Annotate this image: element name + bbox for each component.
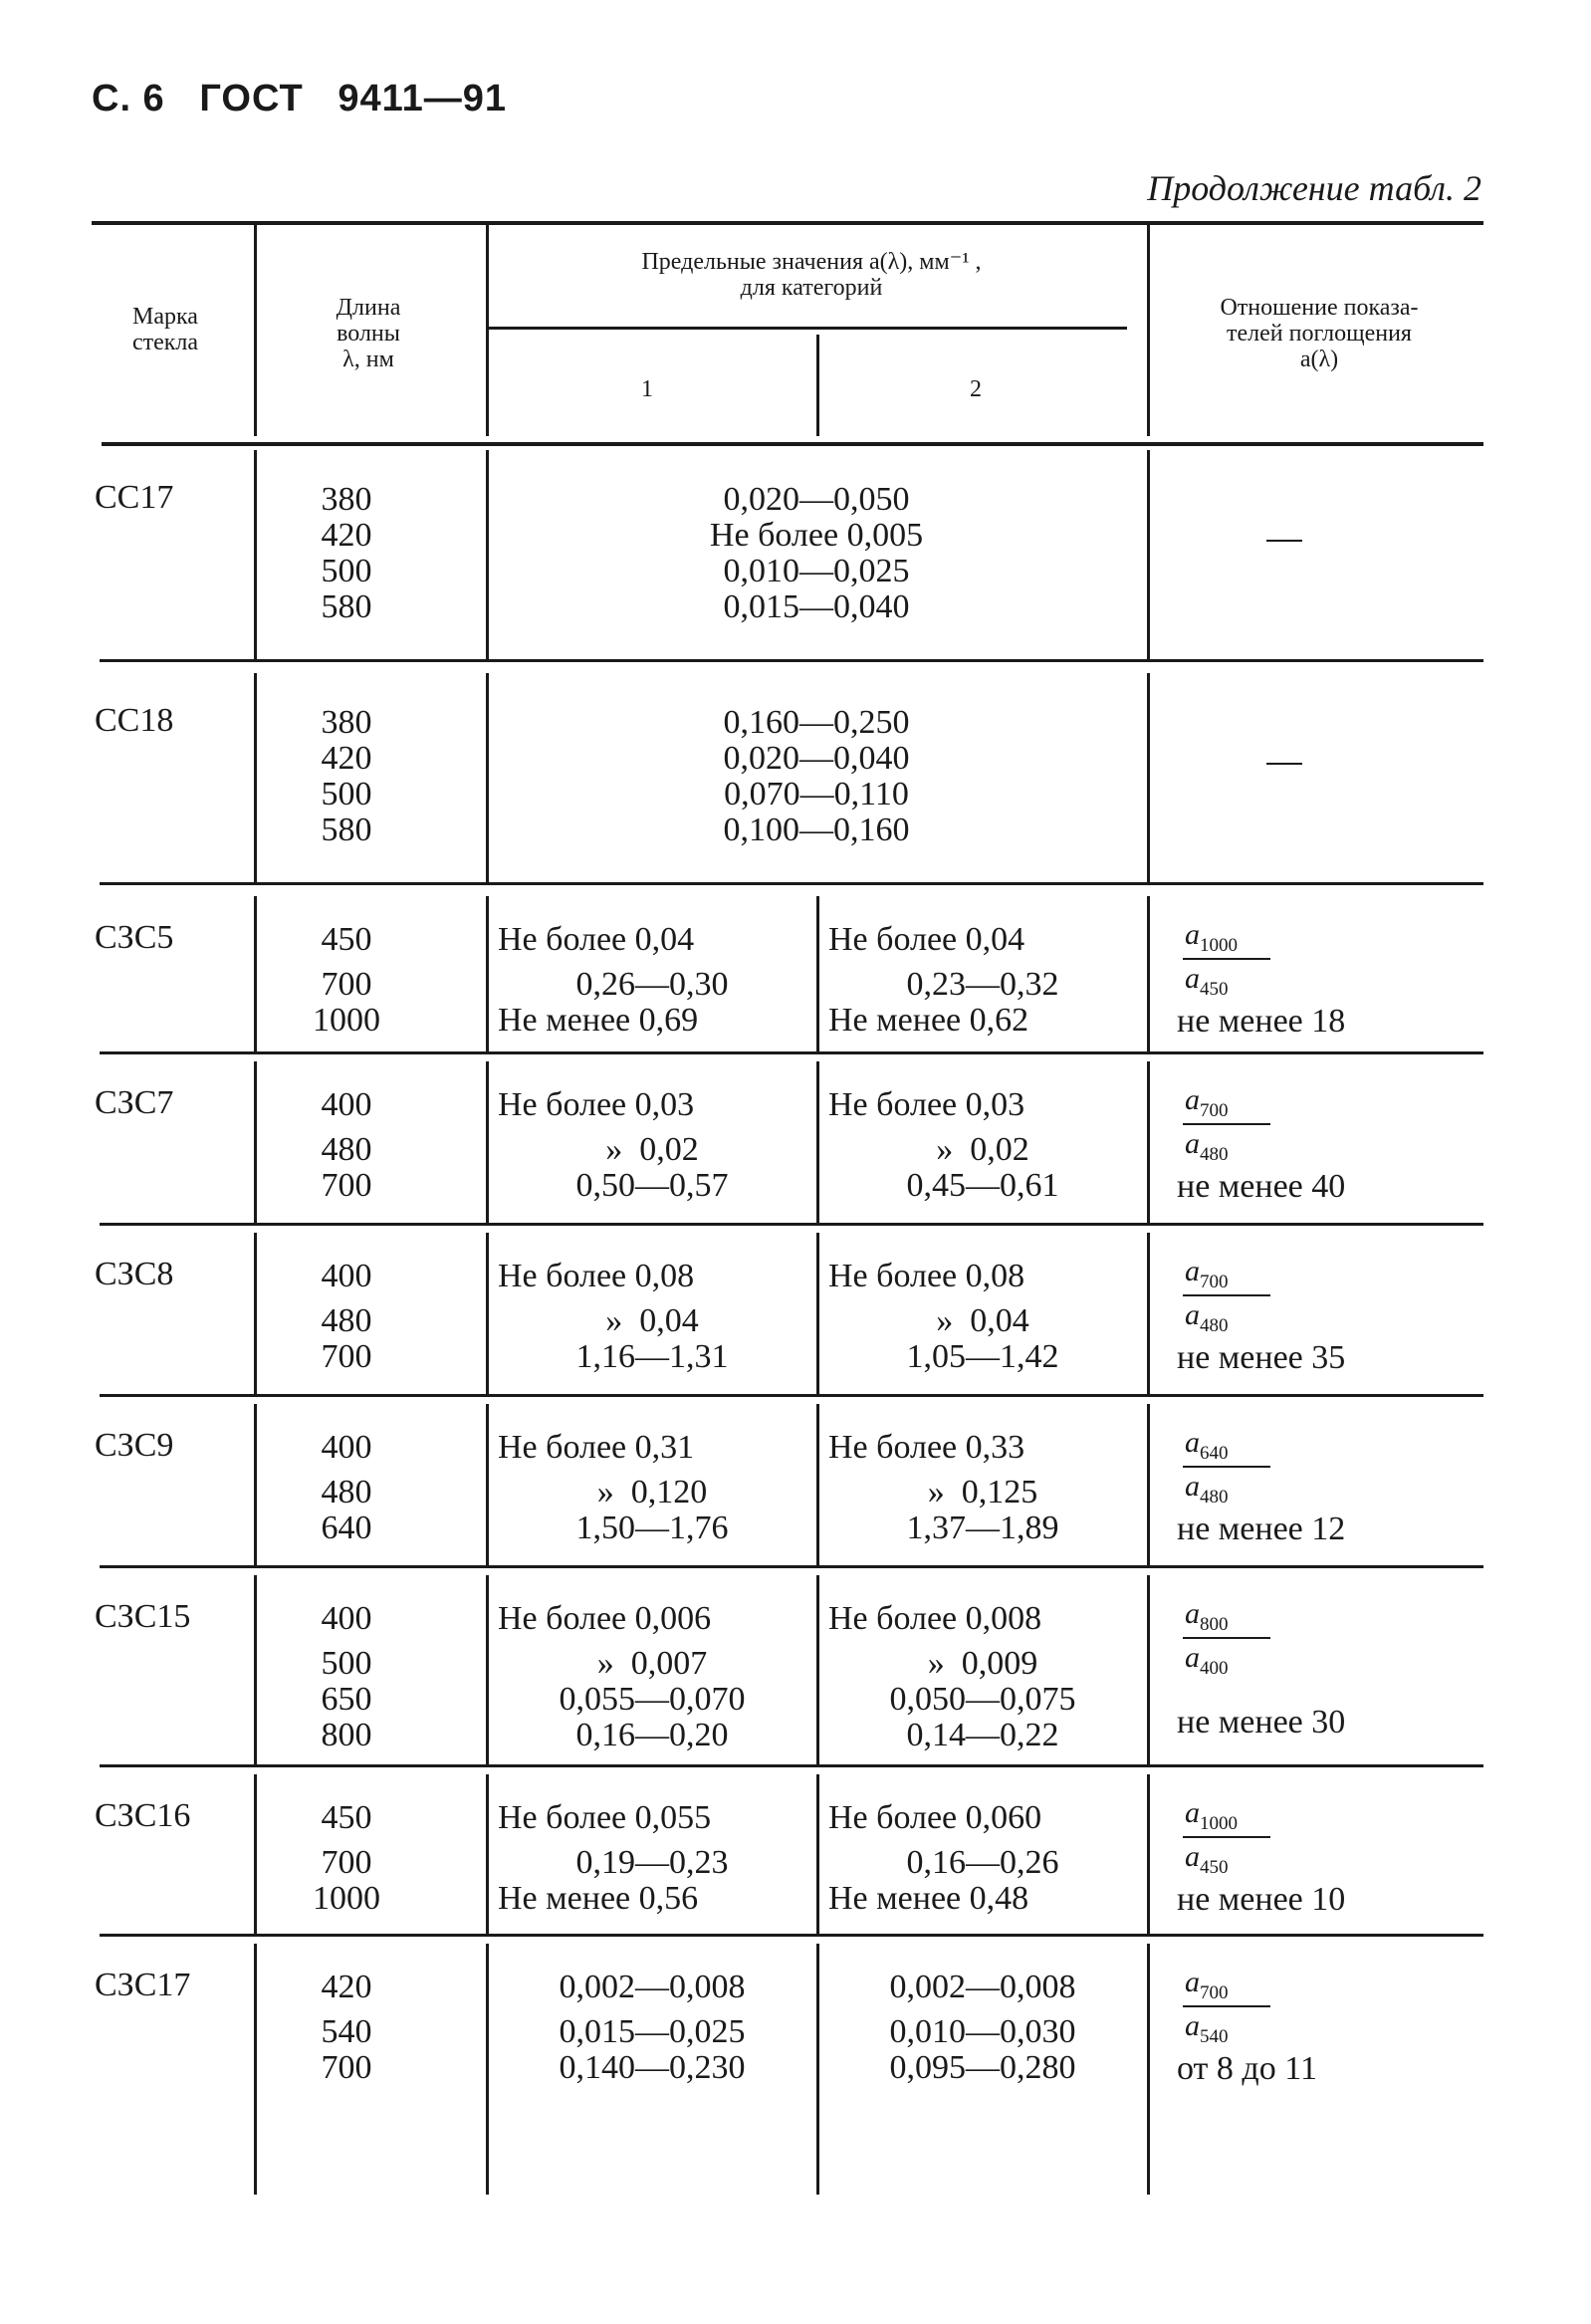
row-divider: [254, 1233, 257, 1394]
header-divider-2: [486, 223, 489, 436]
ratio-numerator: $a_{1000}$: [1185, 918, 1238, 956]
value-cell-category-1: Не более 0,055: [498, 1799, 712, 1836]
value-cell-category-2: » 0,02: [936, 1131, 1029, 1168]
ratio-denominator: $a_{450}$: [1185, 962, 1229, 1000]
ratio-numerator-wavelength: 700: [1200, 1982, 1229, 2003]
value-cell-category-2: Не более 0,04: [828, 921, 1025, 958]
value-cell-category-1: Не менее 0,56: [498, 1880, 699, 1917]
page-header: С. 6 ГОСТ 9411—91: [92, 78, 508, 119]
header-category-1: 1: [641, 376, 653, 402]
ratio-denominator: $a_{540}$: [1185, 2009, 1229, 2047]
value-cell-category-2: 0,16—0,26: [906, 1844, 1059, 1881]
row-divider: [254, 1404, 257, 1565]
brand-cell: СЗС17: [95, 1967, 191, 2003]
value-cell-category-1: 0,002—0,008: [559, 1969, 746, 2005]
header-bottom-rule: [102, 442, 1483, 446]
value-cell-category-1: Не более 0,03: [498, 1086, 695, 1123]
row-rule: [100, 882, 1483, 885]
row-divider: [486, 1061, 489, 1223]
brand-cell: СЗС8: [95, 1256, 174, 1292]
row-divider: [1147, 673, 1150, 882]
wavelength-cell: 700: [321, 1338, 372, 1375]
wavelength-cell: 400: [321, 1600, 372, 1637]
ratio-fraction-bar: [1183, 958, 1270, 960]
value-cell-category-2: Не более 0,33: [828, 1429, 1025, 1466]
wavelength-cell: 700: [321, 1844, 372, 1881]
value-cell-category-2: 0,095—0,280: [889, 2049, 1076, 2086]
row-divider: [816, 1774, 819, 1934]
ratio-text: не менее 35: [1177, 1339, 1346, 1376]
ratio-denominator: $a_{480}$: [1185, 1127, 1229, 1165]
ratio-text: не менее 30: [1177, 1704, 1346, 1741]
brand-cell: СЗС7: [95, 1084, 174, 1121]
wavelength-cell: 800: [321, 1717, 372, 1753]
row-divider: [1147, 1061, 1150, 1223]
value-cell-category-1: 0,055—0,070: [559, 1681, 746, 1718]
brand-cell: СС17: [95, 479, 174, 516]
row-divider: [486, 1944, 489, 2195]
row-divider: [816, 1233, 819, 1394]
header-brand: Марка стекла: [131, 304, 199, 355]
ratio-text: не менее 18: [1177, 1003, 1346, 1040]
row-divider: [1147, 896, 1150, 1051]
ratio-numerator-wavelength: 700: [1200, 1100, 1229, 1121]
ratio-denominator-wavelength: 540: [1200, 2026, 1229, 2047]
ratio-numerator-wavelength: 800: [1200, 1614, 1229, 1635]
value-cell-category-2: Не более 0,008: [828, 1600, 1042, 1637]
value-cell-category-1: 1,16—1,31: [575, 1338, 729, 1375]
value-cell-category-2: Не менее 0,62: [828, 1002, 1029, 1039]
row-divider: [486, 450, 489, 659]
wavelength-cell: 540: [321, 2013, 372, 2050]
row-divider: [1147, 1774, 1150, 1934]
dash-mark: [1266, 763, 1302, 765]
brand-cell: СЗС5: [95, 919, 174, 956]
wavelength-cell: 380 420 500 580: [321, 481, 372, 625]
wavelength-cell: 700: [321, 1167, 372, 1204]
ratio-denominator-wavelength: 400: [1200, 1658, 1229, 1679]
value-cell-category-1: 0,26—0,30: [575, 966, 729, 1003]
wavelength-cell: 480: [321, 1474, 372, 1511]
value-cell-category-1: 0,015—0,025: [559, 2013, 746, 2050]
ratio-fraction-bar: [1183, 1294, 1270, 1296]
row-divider: [254, 1944, 257, 2195]
ratio-numerator: $a_{800}$: [1185, 1597, 1229, 1635]
row-rule: [100, 659, 1483, 662]
value-cell-category-2: 0,23—0,32: [906, 966, 1059, 1003]
table-continuation-caption: Продолжение табл. 2: [1147, 168, 1481, 208]
row-divider: [1147, 1575, 1150, 1764]
ratio-numerator-wavelength: 640: [1200, 1443, 1229, 1464]
header-divider-1: [254, 223, 257, 436]
value-cell-category-1: » 0,04: [605, 1302, 699, 1339]
value-cell-category-2: 0,14—0,22: [906, 1717, 1059, 1753]
value-cell-category-1: Не более 0,08: [498, 1258, 695, 1294]
header-ratio: Отношение показа- телей поглощения a(λ): [1220, 295, 1419, 372]
row-divider: [1147, 1404, 1150, 1565]
ratio-fraction-bar: [1183, 1836, 1270, 1838]
brand-cell: СС18: [95, 702, 174, 739]
ratio-numerator-wavelength: 1000: [1200, 1813, 1238, 1834]
row-rule: [100, 1394, 1483, 1397]
wavelength-cell: 400: [321, 1429, 372, 1466]
ratio-fraction-bar: [1183, 1466, 1270, 1468]
value-cell-category-2: 0,010—0,030: [889, 2013, 1076, 2050]
row-divider: [1147, 1233, 1150, 1394]
wavelength-cell: 400: [321, 1258, 372, 1294]
wavelength-cell: 380 420 500 580: [321, 704, 372, 848]
wavelength-cell: 640: [321, 1510, 372, 1546]
row-divider: [254, 450, 257, 659]
brand-cell: СЗС9: [95, 1427, 174, 1464]
row-divider: [486, 1575, 489, 1764]
header-divider-cat: [816, 335, 819, 436]
row-rule: [100, 1223, 1483, 1226]
wavelength-cell: 420: [321, 1969, 372, 2005]
ratio-numerator-wavelength: 1000: [1200, 935, 1238, 956]
wavelength-cell: 500: [321, 1645, 372, 1682]
row-divider: [486, 673, 489, 882]
ratio-numerator: $a_{700}$: [1185, 1255, 1229, 1292]
ratio-fraction-bar: [1183, 2005, 1270, 2007]
value-cell-category-2: Не более 0,03: [828, 1086, 1025, 1123]
value-cell-category-2: » 0,009: [927, 1645, 1038, 1682]
value-cell-category-2: 0,050—0,075: [889, 1681, 1076, 1718]
value-cell-category-1: Не более 0,04: [498, 921, 695, 958]
ratio-text: не менее 10: [1177, 1881, 1346, 1918]
ratio-numerator: $a_{700}$: [1185, 1966, 1229, 2003]
value-cell-category-2: Не более 0,060: [828, 1799, 1042, 1836]
ratio-numerator: $a_{640}$: [1185, 1426, 1229, 1464]
row-divider: [254, 1774, 257, 1934]
value-cell-category-2: 1,05—1,42: [906, 1338, 1059, 1375]
dash-mark: [1266, 540, 1302, 542]
wavelength-cell: 650: [321, 1681, 372, 1718]
ratio-fraction-bar: [1183, 1637, 1270, 1639]
row-divider: [816, 1944, 819, 2195]
row-divider: [1147, 1944, 1150, 2195]
value-cell-category-1: » 0,007: [596, 1645, 708, 1682]
wavelength-cell: 1000: [313, 1002, 380, 1039]
ratio-denominator: $a_{450}$: [1185, 1840, 1229, 1878]
ratio-denominator-wavelength: 450: [1200, 979, 1229, 1000]
row-divider: [816, 1404, 819, 1565]
ratio-text: не менее 40: [1177, 1168, 1346, 1205]
wavelength-cell: 450: [321, 1799, 372, 1836]
row-divider: [486, 1404, 489, 1565]
row-rule: [100, 1934, 1483, 1937]
row-divider: [816, 1575, 819, 1764]
value-cell-category-1: 0,50—0,57: [575, 1167, 729, 1204]
row-divider: [486, 1774, 489, 1934]
value-cell-category-1: » 0,120: [596, 1474, 708, 1511]
value-cell-category-2: Не менее 0,48: [828, 1880, 1029, 1917]
wavelength-cell: 450: [321, 921, 372, 958]
value-cell-category-2: 1,37—1,89: [906, 1510, 1059, 1546]
ratio-denominator-wavelength: 480: [1200, 1144, 1229, 1165]
header-category-2: 2: [970, 376, 982, 402]
ratio-denominator: $a_{400}$: [1185, 1641, 1229, 1679]
value-cell-category-1: 0,16—0,20: [575, 1717, 729, 1753]
ratio-denominator-wavelength: 480: [1200, 1315, 1229, 1336]
ratio-text: не менее 12: [1177, 1511, 1346, 1547]
value-cell-category-2: » 0,04: [936, 1302, 1029, 1339]
ratio-fraction-bar: [1183, 1123, 1270, 1125]
wavelength-cell: 1000: [313, 1880, 380, 1917]
value-cell-category-1: 0,140—0,230: [559, 2049, 746, 2086]
ratio-text: от 8 до 11: [1177, 2050, 1317, 2087]
row-divider: [816, 1061, 819, 1223]
brand-cell: СЗС16: [95, 1797, 191, 1834]
row-divider: [254, 1061, 257, 1223]
merged-values-cell: 0,160—0,250 0,020—0,040 0,070—0,110 0,100—0,160: [723, 704, 910, 848]
header-wavelength: Длина волны λ, нм: [336, 295, 401, 372]
row-divider: [486, 1233, 489, 1394]
ratio-numerator: $a_{700}$: [1185, 1083, 1229, 1121]
row-divider: [254, 673, 257, 882]
ratio-numerator-wavelength: 700: [1200, 1272, 1229, 1292]
ratio-denominator-wavelength: 480: [1200, 1487, 1229, 1508]
ratio-numerator: $a_{1000}$: [1185, 1796, 1238, 1834]
value-cell-category-2: 0,45—0,61: [906, 1167, 1059, 1204]
wavelength-cell: 700: [321, 2049, 372, 2086]
wavelength-cell: 480: [321, 1302, 372, 1339]
value-cell-category-1: » 0,02: [605, 1131, 699, 1168]
header-divider-3: [1147, 223, 1150, 436]
value-cell-category-1: 0,19—0,23: [575, 1844, 729, 1881]
value-cell-category-1: Не более 0,006: [498, 1600, 712, 1637]
value-cell-category-2: » 0,125: [927, 1474, 1038, 1511]
ratio-denominator: $a_{480}$: [1185, 1298, 1229, 1336]
wavelength-cell: 700: [321, 966, 372, 1003]
brand-cell: СЗС15: [95, 1598, 191, 1635]
row-rule: [100, 1051, 1483, 1054]
ratio-denominator: $a_{480}$: [1185, 1470, 1229, 1508]
value-cell-category-2: 0,002—0,008: [889, 1969, 1076, 2005]
row-divider: [486, 896, 489, 1051]
value-cell-category-1: 1,50—1,76: [575, 1510, 729, 1546]
row-divider: [816, 896, 819, 1051]
ratio-denominator-wavelength: 450: [1200, 1857, 1229, 1878]
merged-values-cell: 0,020—0,050 Не более 0,005 0,010—0,025 0,015—0,040: [709, 481, 924, 625]
row-divider: [1147, 450, 1150, 659]
header-limits: Предельные значения a(λ), мм⁻¹ , для категорий: [641, 249, 982, 301]
row-divider: [254, 896, 257, 1051]
wavelength-cell: 480: [321, 1131, 372, 1168]
value-cell-category-1: Не более 0,31: [498, 1429, 695, 1466]
value-cell-category-2: Не более 0,08: [828, 1258, 1025, 1294]
row-rule: [100, 1764, 1483, 1767]
row-divider: [254, 1575, 257, 1764]
value-cell-category-1: Не менее 0,69: [498, 1002, 699, 1039]
wavelength-cell: 400: [321, 1086, 372, 1123]
row-rule: [100, 1565, 1483, 1568]
table-top-rule: [92, 221, 1483, 225]
header-subrule: [488, 327, 1127, 330]
